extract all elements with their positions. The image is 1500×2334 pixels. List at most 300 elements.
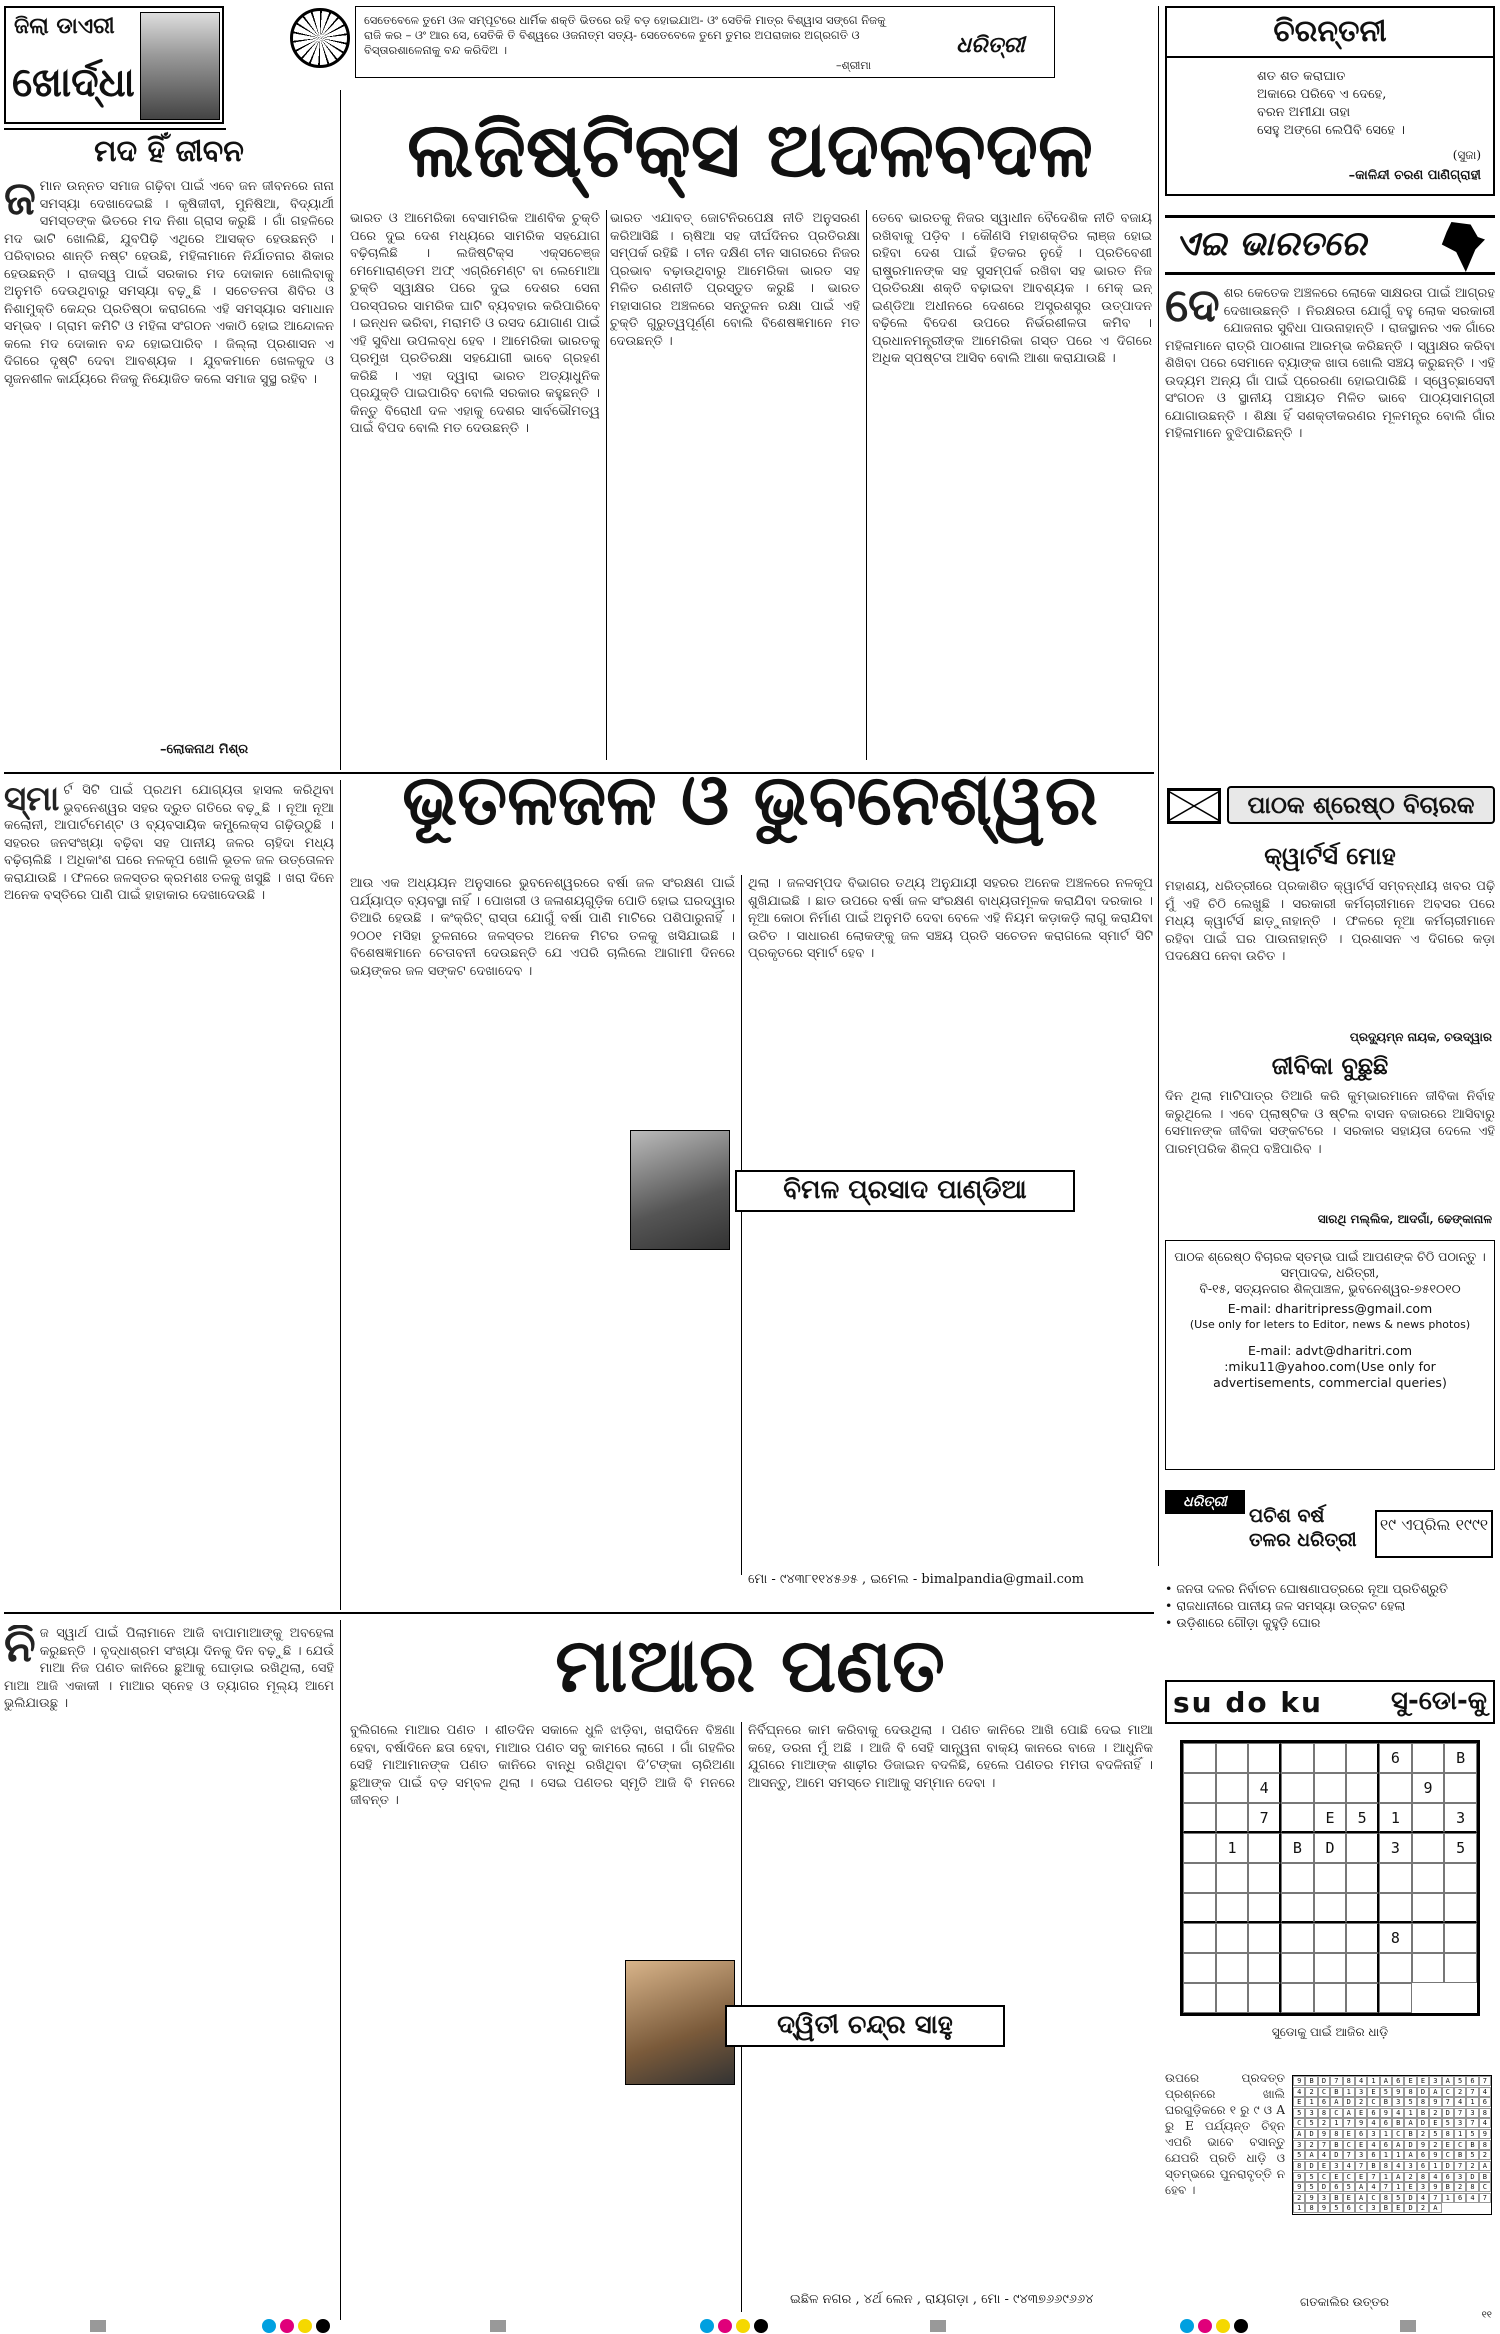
solution-cell: 4: [1367, 2118, 1379, 2128]
bhutala-col3: ଥିଲା । ଜଳସମ୍ପଦ ବିଭାଗର ତଥ୍ୟ ଅନୁଯାୟୀ ସହରର ଅନେକ ଅଞ୍ଚଳରେ ନଳକୂପ ଶୁଖିଯାଇଛି । ଛାତ ଉପରେ ବର୍ଷା ଜଳ ସଂରକ୍ଷଣ ବାଧ୍ୟତାମୂଳକ କରାଯିବା ଦରକାର । ନୂଆ କୋଠା ନିର୍ମାଣ ପାଇଁ ଅନୁମତି ଦେବା ବେଳେ ଏହି ନିୟମ କଡ଼ାକଡ଼ି ଲାଗୁ କରାଯିବା ଉଚିତ । ସାଧାରଣ ଲୋକଙ୍କୁ ଜଳ ସଞ୍ଚୟ ପ୍ରତି ସଚେତନ କରାଗଲେ ସ୍ମାର୍ଟ ସିଟି ପ୍ରକୃତରେ ସ୍ମାର୍ଟ ହେବ ।: [748, 876, 1153, 961]
sudoku-cell: [1216, 1953, 1249, 1983]
solution-cell: 9: [1293, 2182, 1305, 2192]
author-photo-bimal: [630, 1130, 730, 1250]
solution-cell: B: [1367, 2161, 1379, 2171]
solution-cell: 7: [1318, 2140, 1330, 2150]
solution-cell: 7: [1466, 2118, 1478, 2128]
solution-cell: 4: [1454, 2097, 1466, 2107]
solution-cell: 1: [1454, 2129, 1466, 2139]
solution-cell: 6: [1367, 2150, 1379, 2160]
mada-body: ଜ ମାନ ଉନ୍ନତ ସମାଜ ଗଢ଼ିବା ପାଇଁ ଏବେ ଜନ ଜୀବନରେ ନାନା ସମସ୍ୟା ଦେଖାଦେଇଛି । କୃଷିଜୀବୀ, ମୁନିଷିଆ, ବିଦ୍ୟାର୍ଥୀ ସମସ୍ତଙ୍କ ଭିତରେ ମଦ ନିଶା ଗ୍ରାସ କରୁଛି । ଗାଁ ଗହଳିରେ ମଦ ଭାଟି ଖୋଲିଛି, ଯୁବପିଢ଼ି ଏଥିରେ ଆସକ୍ତ ହେଉଛନ୍ତି । ପରିବାରର ଶାନ୍ତି ନଷ୍ଟ ହେଉଛି, ମହିଳାମାନେ ନିର୍ଯାତନାର ଶିକାର ହେଉଛନ୍ତି । ରାଜସ୍ୱ ପାଇଁ ସରକାର ମଦ ଦୋକାନ ଖୋଲିବାକୁ ଅନୁମତି ଦେଉଥିବାରୁ ସମସ୍ୟା ବଢ଼ୁଛି । ସଚେତନତା ଶିବିର ଓ ନିଶାମୁକ୍ତି କେନ୍ଦ୍ର ପ୍ରତିଷ୍ଠା କରାଗଲେ ଏହି ସମସ୍ୟାର ସମାଧାନ ସମ୍ଭବ । ଗ୍ରାମ କମିଟି ଓ ମହିଳା ସଂଗଠନ ଏକାଠି ହୋଇ ଆନ୍ଦୋଳନ କଲେ ମଦ ଦୋକାନ ବନ୍ଦ ହୋଇପାରିବ । ଜିଲ୍ଲା ପ୍ରଶାସନ ଏ ଦିଗରେ ଦୃଷ୍ଟି ଦେବା ଆବଶ୍ୟକ । ଯୁବକମାନେ ଖେଳକୁଦ ଓ ସୃଜନଶୀଳ କାର୍ଯ୍ୟରେ ନିଜକୁ ନିୟୋଜିତ କଲେ ସମାଜ ସୁସ୍ଥ ରହିବ ।: [4, 178, 334, 387]
sudoku-instructions: ଉପରେ ପ୍ରଦତ୍ତ ପ୍ରଶ୍ନରେ ଖାଲି ଘରଗୁଡ଼ିକରେ ୧ ରୁ ୯ ଓ A ରୁ E ପର୍ଯ୍ୟନ୍ତ ଚିହ୍ନ ଏପରି ଭାବେ ବସାନ୍ତୁ ଯେପରି ପ୍ରତି ଧାଡ଼ି ଓ ସ୍ତମ୍ଭରେ ପୁନରାବୃତ୍ତି ନ ହେବ ।: [1165, 2071, 1285, 2197]
sudoku-cell: [1281, 1893, 1314, 1923]
solution-cell: 4: [1479, 2118, 1491, 2128]
sudoku-cell: [1346, 1923, 1379, 1953]
solution-cell: B: [1305, 2076, 1317, 2086]
solution-cell: E: [1343, 2193, 1355, 2203]
solution-cell: B: [1330, 2140, 1342, 2150]
logistics-col1: ଭାରତ ଓ ଆମେରିକା ବେସାମରିକ ଆଣବିକ ଚୁକ୍ତି ପରେ ଦୁଇ ଦେଶ ମଧ୍ୟରେ ସାମରିକ ସହଯୋଗ ବଢ଼ିଚାଲିଛି । ଲଜିଷ୍ଟିକ୍ସ ଏକ୍ସଚେଞ୍ଜ ମେମୋରାଣ୍ଡମ ଅଫ୍ ଏଗ୍ରିମେଣ୍ଟ ବା ଲେମୋଆ ଚୁକ୍ତି ସ୍ୱାକ୍ଷର ପରେ ଦୁଇ ଦେଶର ସେନା ପରସ୍ପରର ସାମରିକ ଘାଟି ବ୍ୟବହାର କରିପାରିବେ । ଇନ୍ଧନ ଭରିବା, ମରାମତି ଓ ରସଦ ଯୋଗାଣ ପାଇଁ ଏହି ସୁବିଧା ଉପଲବ୍ଧ ହେବ । ଆମେରିକା ଭାରତକୁ ପ୍ରମୁଖ ପ୍ରତିରକ୍ଷା ସହଯୋଗୀ ଭାବେ ଗ୍ରହଣ କରିଛି । ଏହା ଦ୍ୱାରା ଭାରତ ଅତ୍ୟାଧୁନିକ ପ୍ରଯୁକ୍ତି ପାଇପାରିବ ବୋଲି ସରକାର କହୁଛନ୍ତି । କିନ୍ତୁ ବିରୋଧୀ ଦଳ ଏହାକୁ ଦେଶର ସାର୍ବଭୌମତ୍ୱ ପାଇଁ ବିପଦ ବୋଲି ମତ ଦେଉଛନ୍ତି ।: [350, 211, 600, 436]
solution-grid: [1292, 2075, 1492, 2215]
letter2-title: ଜୀବିକା ବୁଛୁଛି: [1271, 1052, 1389, 1080]
sudoku-cell: [1412, 1923, 1445, 1953]
solution-cell: 5: [1429, 2129, 1441, 2139]
maara-contact: ଇଛିଳ ନଗର , ୪ର୍ଥ ଲେନ , ରାୟଗଡ଼ା , ମୋ - ୯୪୩୭୬୬୯୬୬୪: [790, 2292, 1094, 2307]
solution-cell: 6: [1330, 2182, 1342, 2192]
sudoku-cell: [1216, 1923, 1249, 1953]
sudoku-cell: 6: [1379, 1743, 1412, 1773]
india-map-icon: [1437, 222, 1485, 272]
solution-cell: A: [1330, 2097, 1342, 2107]
sudoku-cell: [1314, 1923, 1347, 1953]
solution-cell: 5: [1293, 2108, 1305, 2118]
solution-cell: D: [1442, 2108, 1454, 2118]
solution-cell: D: [1318, 2076, 1330, 2086]
solution-cell: 2: [1318, 2118, 1330, 2128]
solution-cell: 7: [1330, 2076, 1342, 2086]
solution-cell: 5: [1293, 2150, 1305, 2160]
solution-cell: 6: [1380, 2140, 1392, 2150]
solution-cell: 8: [1479, 2108, 1491, 2118]
solution-cell: 7: [1454, 2161, 1466, 2171]
solution-cell: E: [1318, 2161, 1330, 2171]
logistics-col3: ତେବେ ଭାରତକୁ ନିଜର ସ୍ୱାଧୀନ ବୈଦେଶିକ ନୀତି ବଜାୟ ରଖିବାକୁ ପଡ଼ିବ । କୌଣସି ମହାଶକ୍ତିର ଲାଞ୍ଜ ହୋଇ ରହିବା ଦେଶ ପାଇଁ ହିତକର ନୁହେଁ । ପ୍ରତିବେଶୀ ରାଷ୍ଟ୍ରମାନଙ୍କ ସହ ସୁସମ୍ପର୍କ ରଖିବା ସହ ଭାରତ ନିଜ ପ୍ରତିରକ୍ଷା ଶକ୍ତି ବଢ଼ାଇବା ଆବଶ୍ୟକ । ମେକ୍ ଇନ୍ ଇଣ୍ଡିଆ ଅଧୀନରେ ଦେଶରେ ଅସ୍ତ୍ରଶସ୍ତ୍ର ଉତ୍ପାଦନ ବଢ଼ିଲେ ବିଦେଶ ଉପରେ ନିର୍ଭରଶୀଳତା କମିବ । ପ୍ରଧାନମନ୍ତ୍ରୀଙ୍କ ଆମେରିକା ଗସ୍ତ ପରେ ଏ ଦିଗରେ ଅଧିକ ସ୍ପଷ୍ଟତା ଆସିବ ବୋଲି ଆଶା କରାଯାଉଛି ।: [872, 211, 1152, 366]
sudoku-cell: [1183, 1983, 1216, 2013]
solution-cell: 7: [1454, 2108, 1466, 2118]
chirantani-note: (ସୁଜା): [1452, 148, 1481, 162]
solution-cell: 4: [1318, 2150, 1330, 2160]
sudoku-cell: [1346, 1773, 1379, 1803]
solution-cell: B: [1380, 2097, 1392, 2107]
sudoku-cell: [1412, 1893, 1445, 1923]
sudoku-cell: [1281, 1803, 1314, 1833]
author-photo-dwiti: [625, 1960, 735, 2085]
solution-cell: 9: [1318, 2203, 1330, 2213]
quote-author: –ଶ୍ରୀମା: [836, 59, 872, 72]
archive-box: [1165, 1490, 1495, 1572]
solution-cell: 1: [1442, 2193, 1454, 2203]
solution-cell: 4: [1343, 2161, 1355, 2171]
solution-cell: 2: [1429, 2140, 1441, 2150]
solution-cell: E: [1330, 2172, 1342, 2182]
wheel-icon: [290, 8, 350, 68]
solution-cell: 4: [1417, 2193, 1429, 2203]
solution-cell: 5: [1466, 2129, 1478, 2139]
solution-cell: 1: [1380, 2129, 1392, 2139]
mada-title: ମଦ ହିଁ ଜୀବନ: [94, 134, 244, 169]
solution-cell: E: [1355, 2140, 1367, 2150]
sudoku-cell: [1281, 1773, 1314, 1803]
solution-cell: B: [1479, 2172, 1491, 2182]
solution-cell: 5: [1466, 2150, 1478, 2160]
solution-cell: 2: [1429, 2108, 1441, 2118]
sudoku-cell: 5: [1346, 1803, 1379, 1833]
bhutala-col2: ଆଉ ଏକ ଅଧ୍ୟୟନ ଅନୁସାରେ ଭୁବନେଶ୍ୱରରେ ବର୍ଷା ଜଳ ସଂରକ୍ଷଣ ପାଇଁ ପର୍ଯ୍ୟାପ୍ତ ବ୍ୟବସ୍ଥା ନାହିଁ । ପୋଖରୀ ଓ ଜଳାଶୟଗୁଡ଼ିକ ପୋତି ହୋଇ ଘରଦ୍ୱାର ତିଆରି ହେଉଛି । କଂକ୍ରିଟ୍ ରାସ୍ତା ଯୋଗୁଁ ବର୍ଷା ପାଣି ମାଟିରେ ପଶିପାରୁନାହିଁ । ୨୦୦୧ ମସିହା ତୁଳନାରେ ଜଳସ୍ତର ଅନେକ ମିଟର ତଳକୁ ଖସିଯାଇଛି । ବିଶେଷଜ୍ଞମାନେ ଚେତାବନୀ ଦେଉଛନ୍ତି ଯେ ଏପରି ଚାଲିଲେ ଆଗାମୀ ଦିନରେ ଭୟଙ୍କର ଜଳ ସଙ୍କଟ ଦେଖାଦେବ ।: [350, 876, 735, 979]
mada-dropcap: ଜ: [4, 178, 36, 225]
solution-cell: E: [1355, 2172, 1367, 2182]
solution-cell: E: [1404, 2182, 1416, 2192]
solution-cell: E: [1355, 2108, 1367, 2118]
ebharata-dropcap: ଦେ: [1165, 285, 1220, 332]
solution-cell: 7: [1355, 2161, 1367, 2171]
sudoku-cell: [1183, 1743, 1216, 1773]
sudoku-cell: [1444, 1893, 1477, 1923]
solution-cell: B: [1330, 2087, 1342, 2097]
solution-cell: 5: [1442, 2118, 1454, 2128]
sudoku-cell: [1444, 1953, 1477, 1983]
solution-cell: 6: [1466, 2076, 1478, 2086]
letter1-body: ମହାଶୟ, ଧରିତ୍ରୀରେ ପ୍ରକାଶିତ କ୍ୱାର୍ଟର୍ସ ସମ୍ବନ୍ଧୀୟ ଖବର ପଢ଼ି ମୁଁ ଏହି ଚିଠି ଲେଖୁଛି । ସରକାରୀ କର୍ମଚାରୀମାନେ ଅବସର ପରେ ମଧ୍ୟ କ୍ୱାର୍ଟର୍ସ ଛାଡ଼ୁନାହାନ୍ତି । ଫଳରେ ନୂଆ କର୍ମଚାରୀମାନେ ରହିବା ପାଇଁ ଘର ପାଉନାହାନ୍ତି । ପ୍ରଶାସନ ଏ ଦିଗରେ କଡ଼ା ପଦକ୍ଷେପ ନେବା ଉଚିତ ।: [1165, 879, 1495, 964]
brand-mark: ଧରିତ୍ରୀ: [956, 33, 1025, 58]
sudoku-title-en: su do ku: [1173, 1686, 1323, 1719]
logistics-title: ଲଜିଷ୍ଟିକ୍ସ ଅଦଳବଦଳ: [407, 105, 1093, 194]
solution-cell: 1: [1392, 2182, 1404, 2192]
solution-cell: C: [1355, 2203, 1367, 2213]
sudoku-grid: [1180, 1740, 1480, 2016]
solution-cell: C: [1454, 2140, 1466, 2150]
solution-cell: 2: [1305, 2140, 1317, 2150]
bhutala-contact: ମୋ - ୯୪୩୮୧୧୪୫୬୫ , ଇମେଲ - bimalpandia@gmail.com: [748, 1572, 1085, 1587]
solution-cell: 1: [1305, 2097, 1317, 2107]
readers-header: [1165, 780, 1495, 830]
solution-cell: C: [1330, 2108, 1342, 2118]
solution-cell: 2: [1479, 2150, 1491, 2160]
solution-cell: 3: [1330, 2161, 1342, 2171]
solution-cell: C: [1392, 2129, 1404, 2139]
archive-label: ପଚିଶ ବର୍ଷ ତଳର ଧରିତ୍ରୀ: [1249, 1505, 1357, 1551]
sudoku-cell: [1183, 1923, 1216, 1953]
solution-cell: E: [1367, 2087, 1379, 2097]
quote-box: [355, 6, 1055, 78]
solution-cell: 9: [1355, 2118, 1367, 2128]
chirantani-box: [1165, 6, 1495, 196]
solution-cell: 4: [1392, 2161, 1404, 2171]
email-editor: E-mail: dharitripress@gmail.com: [1227, 1301, 1433, 1316]
solution-cell: 9: [1380, 2108, 1392, 2118]
solution-cell: D: [1466, 2172, 1478, 2182]
solution-cell: B: [1466, 2140, 1478, 2150]
sudoku-cell: [1248, 1953, 1281, 1983]
sudoku-title-or: ସୁ-ଡୋ-କୁ: [1391, 1686, 1487, 1716]
ebharata-header: [1165, 215, 1495, 275]
solution-cell: B: [1330, 2193, 1342, 2203]
answer-label: ଗତକାଲିର ଉତ୍ତର: [1300, 2295, 1389, 2309]
archive-date: ୧୯ ଏପ୍ରିଲ ୧୯୯୧: [1375, 1510, 1493, 1558]
cyan-dot: [262, 2319, 276, 2333]
solution-cell: 8: [1293, 2161, 1305, 2171]
solution-cell: E: [1404, 2076, 1416, 2086]
district-label: ଜିଲା ଡାଏରୀ: [14, 14, 115, 39]
sudoku-cell: [1216, 1983, 1249, 2013]
sudoku-cell: [1444, 1863, 1477, 1893]
solution-cell: 3: [1454, 2172, 1466, 2182]
sudoku-cell: [1314, 1743, 1347, 1773]
sudoku-cell: [1281, 1863, 1314, 1893]
solution-cell: C: [1318, 2172, 1330, 2182]
solution-cell: A: [1404, 2118, 1416, 2128]
solution-cell: D: [1305, 2129, 1317, 2139]
solution-cell: 8: [1479, 2140, 1491, 2150]
solution-cell: 4: [1429, 2172, 1441, 2182]
sudoku-cell: [1248, 1833, 1281, 1863]
solution-cell: A: [1343, 2108, 1355, 2118]
solution-cell: 5: [1380, 2087, 1392, 2097]
letter2-body: ଦିନ ଥିଲା ମାଟିପାତ୍ର ତିଆରି କରି କୁମ୍ଭାରମାନେ ଜୀବିକା ନିର୍ବାହ କରୁଥିଲେ । ଏବେ ପ୍ଲାଷ୍ଟିକ ଓ ଷ୍ଟିଲ ବାସନ ବଜାରରେ ଆସିବାରୁ ସେମାନଙ୍କ ଜୀବିକା ସଙ୍କଟରେ । ସରକାର ସହାୟତା ଦେଲେ ଏହି ପାରମ୍ପରିକ ଶିଳ୍ପ ବଞ୍ଚିପାରିବ ।: [1165, 1089, 1495, 1157]
solution-cell: 8: [1442, 2129, 1454, 2139]
logistics-col2: ଭାରତ ଏଯାବତ୍ ଜୋଟନିରପେକ୍ଷ ନୀତି ଅନୁସରଣ କରିଆସିଛି । ଋଷିଆ ସହ ଦୀର୍ଘଦିନର ପ୍ରତିରକ୍ଷା ସମ୍ପର୍କ ରହିଛି । ଚୀନ ଦକ୍ଷିଣ ଚୀନ ସାଗରରେ ନିଜର ପ୍ରଭାବ ବଢ଼ାଉଥିବାରୁ ଆମେରିକା ଭାରତ ସହ ମିଳିତ ରଣନୀତି ପ୍ରସ୍ତୁତ କରୁଛି । ଭାରତ ମହାସାଗର ଅଞ୍ଚଳରେ ସନ୍ତୁଳନ ରକ୍ଷା ପାଇଁ ଏହି ଚୁକ୍ତି ଗୁରୁତ୍ୱପୂର୍ଣ୍ଣ ବୋଲି ବିଶେଷଜ୍ଞମାନେ ମତ ଦେଉଛନ୍ତି ।: [610, 211, 860, 349]
sudoku-cell: [1183, 1893, 1216, 1923]
solution-cell: 8: [1343, 2076, 1355, 2086]
solution-cell: 1: [1466, 2097, 1478, 2107]
sudoku-cell: [1346, 1863, 1379, 1893]
solution-cell: D: [1417, 2118, 1429, 2128]
sudoku-cell: [1183, 1833, 1216, 1863]
solution-cell: 4: [1392, 2108, 1404, 2118]
chirantani-author: –କାଳିନ୍ଦୀ ଚରଣ ପାଣିଗ୍ରାହୀ: [1348, 168, 1481, 183]
sudoku-cell: [1444, 1923, 1477, 1953]
solution-cell: 4: [1367, 2182, 1379, 2192]
solution-cell: C: [1479, 2182, 1491, 2192]
solution-cell: C: [1343, 2140, 1355, 2150]
solution-cell: A: [1355, 2193, 1367, 2203]
solution-cell: 5: [1454, 2076, 1466, 2086]
solution-cell: 4: [1367, 2140, 1379, 2150]
footer-marks: [0, 2318, 1500, 2334]
sudoku-cell: [1248, 1743, 1281, 1773]
solution-cell: D: [1330, 2150, 1342, 2160]
solution-cell: 5: [1392, 2193, 1404, 2203]
maara-col3: ନିର୍ବିଘ୍ନରେ କାମ କରିବାକୁ ଦେଉଥିଲା । ପଣତ କାନିରେ ଆଖି ପୋଛି ଦେଇ ମାଆ କହେ, ଡରନା ମୁଁ ଅଛି । ଆଜି ବି ସେହି ସାନ୍ତ୍ୱନା ବାକ୍ୟ କାନରେ ବାଜେ । ଆଧୁନିକ ଯୁଗରେ ମାଆଙ୍କ ଶାଢ଼ୀର ଡିଜାଇନ ବଦଳିଛି, ହେଲେ ପଣତର ମମତା ବଦଳିନାହିଁ । ଆସନ୍ତୁ, ଆମେ ସମସ୍ତେ ମାଆକୁ ସମ୍ମାନ ଦେବା ।: [748, 1723, 1153, 1791]
ebharata-body: ଦେ ଶର କେତେକ ଅଞ୍ଚଳରେ ଲୋକେ ସାକ୍ଷରତା ପାଇଁ ଆଗ୍ରହ ଦେଖାଉଛନ୍ତି । ନିରକ୍ଷରତା ଯୋଗୁଁ ବହୁ ଲୋକ ସରକାରୀ ଯୋଜନାର ସୁବିଧା ପାଉନାହାନ୍ତି । ରାଜସ୍ଥାନର ଏକ ଗାଁରେ ମହିଳାମାନେ ରାତ୍ରି ପାଠଶାଳା ଆରମ୍ଭ କରିଛନ୍ତି । ସ୍ୱାକ୍ଷର କରିବା ଶିଖିବା ପରେ ସେମାନେ ବ୍ୟାଙ୍କ ଖାତା ଖୋଲି ସଞ୍ଚୟ କରୁଛନ୍ତି । ଏହି ଉଦ୍ୟମ ଅନ୍ୟ ଗାଁ ପାଇଁ ପ୍ରେରଣା ହୋଇପାରିଛି । ସ୍ୱେଚ୍ଛାସେବୀ ସଂଗଠନ ଓ ସ୍ଥାନୀୟ ପଞ୍ଚାୟତ ମିଳିତ ଭାବେ ପାଠ୍ୟସାମଗ୍ରୀ ଯୋଗାଉଛନ୍ତି । ଶିକ୍ଷା ହିଁ ସଶକ୍ତୀକରଣର ମୂଳମନ୍ତ୍ର ବୋଲି ଗାଁର ମହିଳାମାନେ ବୁଝିପାରିଛନ୍ତି ।: [1165, 285, 1495, 441]
solution-cell: 8: [1417, 2172, 1429, 2182]
email-commercial: :miku11@yahoo.com(Use only for: [1224, 1359, 1436, 1374]
sudoku-cell: 4: [1248, 1773, 1281, 1803]
solution-cell: 8: [1466, 2182, 1478, 2192]
solution-cell: 2: [1454, 2087, 1466, 2097]
maara-dropcap: ନି: [4, 1625, 36, 1672]
solution-cell: E: [1343, 2129, 1355, 2139]
solution-cell: A: [1392, 2172, 1404, 2182]
sudoku-cell: [1346, 1893, 1379, 1923]
sudoku-cell: [1412, 1953, 1445, 1983]
solution-cell: C: [1318, 2087, 1330, 2097]
solution-cell: 2: [1293, 2193, 1305, 2203]
solution-cell: 5: [1404, 2097, 1416, 2107]
solution-cell: C: [1367, 2193, 1379, 2203]
solution-cell: 9: [1305, 2193, 1317, 2203]
sudoku-cell: [1216, 1773, 1249, 1803]
solution-cell: A: [1429, 2203, 1441, 2213]
solution-cell: D: [1343, 2097, 1355, 2107]
sudoku-cell: [1346, 1833, 1379, 1863]
solution-cell: A: [1305, 2150, 1317, 2160]
sudoku-cell: [1412, 1803, 1445, 1833]
solution-cell: 7: [1343, 2118, 1355, 2128]
solution-cell: 4: [1355, 2076, 1367, 2086]
sudoku-cell: [1216, 1893, 1249, 1923]
solution-cell: A: [1404, 2150, 1416, 2160]
solution-cell: E: [1429, 2118, 1441, 2128]
solution-cell: 7: [1442, 2097, 1454, 2107]
black-dot: [316, 2319, 330, 2333]
sudoku-caption: ସୁଡୋକୁ ପାଇଁ ଆଜିର ଧାଡ଼ି: [1271, 2025, 1389, 2039]
solution-cell: C: [1442, 2150, 1454, 2160]
sudoku-cell: [1314, 1863, 1347, 1893]
solution-cell: 3: [1454, 2118, 1466, 2128]
email-advt: E-mail: advt@dharitri.com: [1247, 1343, 1413, 1358]
solution-cell: 9: [1392, 2087, 1404, 2097]
solution-cell: 9: [1293, 2172, 1305, 2182]
sudoku-cell: [1346, 1983, 1379, 2013]
archive-items: • ଜନତା ଦଳର ନିର୍ବାଚନ ଘୋଷଣାପତ୍ରରେ ନୂଆ ପ୍ରତିଶ୍ରୁତି • ରାଜଧାନୀରେ ପାନୀୟ ଜଳ ସମସ୍ୟା ଉତ୍କଟ ହେଲା • ଉଡ଼ିଶାରେ ଗୌଡ଼ା କୁହୁଡ଼ି ଘୋର: [1165, 1581, 1448, 1630]
solution-cell: 3: [1355, 2150, 1367, 2160]
solution-cell: 7: [1380, 2182, 1392, 2192]
solution-cell: 6: [1479, 2097, 1491, 2107]
solution-cell: 1: [1429, 2161, 1441, 2171]
solution-cell: A: [1479, 2161, 1491, 2171]
sudoku-cell: [1412, 1863, 1445, 1893]
maara-title: ମାଆର ପଣତ: [555, 1623, 945, 1709]
sudoku-cell: [1216, 1803, 1249, 1833]
solution-cell: B: [1404, 2129, 1416, 2139]
solution-cell: 5: [1330, 2203, 1342, 2213]
solution-cell: 2: [1355, 2097, 1367, 2107]
solution-cell: 3: [1293, 2140, 1305, 2150]
solution-cell: 2: [1454, 2182, 1466, 2192]
district-box: [4, 6, 224, 124]
solution-cell: 6: [1392, 2076, 1404, 2086]
sudoku-cell: [1314, 1953, 1347, 1983]
solution-cell: 5: [1305, 2118, 1317, 2128]
solution-cell: 5: [1305, 2182, 1317, 2192]
solution-cell: B: [1442, 2182, 1454, 2192]
bhutala-title: ଭୂତଳଜଳ ଓ ଭୁବନେଶ୍ୱର: [402, 759, 1098, 841]
sudoku-cell: [1379, 1983, 1412, 2013]
letter1-title: କ୍ୱାର୍ଟର୍ସ ମୋହ: [1264, 842, 1396, 870]
solution-cell: C: [1442, 2087, 1454, 2097]
solution-cell: 2: [1466, 2161, 1478, 2171]
solution-cell: 8: [1380, 2193, 1392, 2203]
solution-cell: B: [1417, 2108, 1429, 2118]
solution-cell: 7: [1479, 2076, 1491, 2086]
solution-cell: 3: [1367, 2203, 1379, 2213]
sudoku-cell: [1314, 1773, 1347, 1803]
sudoku-cell: [1248, 1893, 1281, 1923]
sudoku-cell: 1: [1216, 1833, 1249, 1863]
solution-cell: 3: [1355, 2087, 1367, 2097]
sudoku-cell: [1281, 1923, 1314, 1953]
solution-cell: 1: [1330, 2118, 1342, 2128]
sudoku-cell: [1444, 1773, 1477, 1803]
archive-brand: ଧରିତ୍ରୀ: [1165, 1490, 1245, 1514]
solution-cell: 9: [1318, 2129, 1330, 2139]
solution-cell: 6: [1343, 2203, 1355, 2213]
solution-cell: C: [1343, 2172, 1355, 2182]
solution-cell: 1: [1293, 2203, 1305, 2213]
solution-cell: 2: [1417, 2203, 1429, 2213]
bhutala-lead: ସ୍ମା ର୍ଟ ସିଟି ପାଇଁ ପ୍ରଥମ ଯୋଗ୍ୟତା ହାସଲ କରିଥିବା ଭୁବନେଶ୍ୱର ସହର ଦ୍ରୁତ ଗତିରେ ବଢ଼ୁଛି । ନୂଆ ନୂଆ କଲୋନୀ, ଆପାର୍ଟମେଣ୍ଟ ଓ ବ୍ୟବସାୟିକ କମ୍ପ୍ଲେକ୍ସ ଗଢ଼ିଉଠୁଛି । ସହରର ଜନସଂଖ୍ୟା ବଢ଼ିବା ସହ ପାନୀୟ ଜଳର ଚାହିଦା ମଧ୍ୟ ବଢ଼ିଚାଲିଛି । ଅଧିକାଂଶ ଘରେ ନଳକୂପ ଖୋଳି ଭୂତଳ ଜଳ ଉତ୍ତୋଳନ କରାଯାଉଛି । ଫଳରେ ଜଳସ୍ତର କ୍ରମଶଃ ତଳକୁ ଖସୁଛି । ଖରା ଦିନେ ଅନେକ ବସ୍ତିରେ ପାଣି ପାଇଁ ହାହାକାର ଦେଖାଦେଉଛି ।: [4, 782, 334, 903]
solution-cell: 6: [1367, 2108, 1379, 2118]
solution-cell: 7: [1367, 2172, 1379, 2182]
solution-cell: 9: [1429, 2150, 1441, 2160]
letter1-sign: ପ୍ରଦ୍ୟୁମ୍ନ ନାୟକ, ଚଉଦ୍ୱାର: [1349, 1030, 1492, 1044]
solution-cell: 6: [1454, 2193, 1466, 2203]
sudoku-cell: [1314, 1893, 1347, 1923]
sudoku-cell: [1281, 1953, 1314, 1983]
sudoku-cell: 8: [1379, 1923, 1412, 1953]
sudoku-cell: [1379, 1773, 1412, 1803]
letter2-sign: ସାରଥି ମଲ୍ଲିକ, ଆଦଗାଁ, ଢେଙ୍କାନାଳ: [1317, 1212, 1492, 1226]
sudoku-cell: 7: [1248, 1803, 1281, 1833]
solution-cell: 3: [1417, 2182, 1429, 2192]
solution-cell: 3: [1367, 2129, 1379, 2139]
solution-cell: 6: [1380, 2118, 1392, 2128]
sudoku-cell: [1379, 1893, 1412, 1923]
solution-cell: 9: [1293, 2076, 1305, 2086]
maara-lead: ନି ଜ ସ୍ୱାର୍ଥ ପାଇଁ ପିଲାମାନେ ଆଜି ବାପାମାଆଙ୍କୁ ଅବହେଳା କରୁଛନ୍ତି । ବୃଦ୍ଧାଶ୍ରମ ସଂଖ୍ୟା ଦିନକୁ ଦିନ ବଢ଼ୁଛି । ଯେଉଁ ମାଆ ନିଜ ପଣତ କାନିରେ ଛୁଆକୁ ଘୋଡ଼ାଇ ରଖିଥିଲା, ସେହି ମାଆ ଆଜି ଏକାକୀ । ମାଆର ସ୍ନେହ ଓ ତ୍ୟାଗର ମୂଲ୍ୟ ଆମେ ଭୁଲିଯାଉଛୁ ।: [4, 1625, 334, 1711]
sudoku-cell: [1248, 1863, 1281, 1893]
solution-cell: A: [1380, 2076, 1392, 2086]
solution-cell: 3: [1429, 2076, 1441, 2086]
solution-cell: 1: [1343, 2087, 1355, 2097]
solution-cell: 2: [1305, 2087, 1317, 2097]
solution-cell: 1: [1367, 2076, 1379, 2086]
solution-cell: 3: [1404, 2161, 1416, 2171]
sudoku-cell: B: [1444, 1743, 1477, 1773]
solution-cell: A: [1392, 2140, 1404, 2150]
solution-cell: C: [1293, 2118, 1305, 2128]
sudoku-cell: [1216, 1863, 1249, 1893]
solution-cell: B: [1454, 2150, 1466, 2160]
solution-cell: A: [1293, 2129, 1305, 2139]
solution-cell: B: [1380, 2203, 1392, 2213]
maara-col2: ବୁଲିଗଲେ ମାଆର ପଣତ । ଶୀତଦିନ ସକାଳେ ଧୁଳି ଝାଡ଼ିବା, ଖରାଦିନେ ବିଞ୍ଚଣା ହେବା, ବର୍ଷାଦିନେ ଛତା ହେବା, ମାଆର ପଣତ ସବୁ କାମରେ ଲାଗେ । ଗାଁ ଗହଳିର ସେହି ମାଆମାନଙ୍କ ପଣତ କାନିରେ ବାନ୍ଧି ରଖିଥିବା ଦି’ଟଙ୍କା ଚାରିଅଣା ଛୁଆଙ୍କ ପାଇଁ ବଡ଼ ସମ୍ବଳ ଥିଲା । ସେଇ ପଣତର ସ୍ମୃତି ଆଜି ବି ମନରେ ଜୀବନ୍ତ ।: [350, 1723, 735, 1808]
sudoku-cell: [1216, 1743, 1249, 1773]
district-name: ଖୋର୍ଦ୍ଧା: [12, 60, 135, 106]
quote-text: ସେତେବେଳେ ତୁମେ ଓଳ ସମ୍ପୂଟରେ ଧାର୍ମିକ ଶକ୍ତି ଭିତରେ ରହି ବଡ଼ ହୋଇଯାଅ- ଓଂ ସେତିକି ମାତ୍ର ବିଶ୍ୱାସ ସଙ୍ଗେ ନିଜକୁ ରାଜି କର – ଓଂ ଆର ସେ, ସେତିକି ତି ବିଶ୍ୱରେ ଓଜନାତ୍ମ ସତ୍ୟ- ସେତେବେଳେ ତୁମେ ତୁମର ଅପରାଜାର ଅଗ୍ରଗତି ଓ ବିସ୍ତାରଶାଳେନାକୁ ବନ୍ଦ କରିଦିଅ ।: [364, 13, 886, 57]
sudoku-cell: 3: [1444, 1803, 1477, 1833]
solution-cell: 6: [1355, 2129, 1367, 2139]
solution-cell: 8: [1318, 2108, 1330, 2118]
sudoku-cell: D: [1314, 1833, 1347, 1863]
solution-cell: 6: [1417, 2150, 1429, 2160]
sudoku-cell: [1183, 1863, 1216, 1893]
bhutala-byline: ବିମଳ ପ୍ରସାଦ ପାଣ୍ଡିଆ: [735, 1170, 1075, 1212]
solution-cell: D: [1417, 2087, 1429, 2097]
solution-cell: 5: [1343, 2182, 1355, 2192]
solution-cell: D: [1404, 2140, 1416, 2150]
solution-cell: E: [1392, 2203, 1404, 2213]
sudoku-header: [1165, 1680, 1495, 1724]
solution-cell: 2: [1404, 2172, 1416, 2182]
solution-cell: 6: [1318, 2097, 1330, 2107]
solution-cell: D: [1442, 2161, 1454, 2171]
solution-cell: 2: [1417, 2129, 1429, 2139]
sudoku-cell: [1183, 1953, 1216, 1983]
sudoku-cell: [1379, 1953, 1412, 1983]
solution-cell: 7: [1343, 2150, 1355, 2160]
maara-byline: ଦ୍ୱିତୀ ଚନ୍ଦ୍ର ସାହୁ: [725, 2005, 1005, 2047]
solution-cell: B: [1392, 2118, 1404, 2128]
sudoku-cell: [1183, 1803, 1216, 1833]
sudoku-cell: [1281, 1743, 1314, 1773]
solution-cell: D: [1404, 2193, 1416, 2203]
sudoku-cell: [1248, 1983, 1281, 2013]
solution-cell: 9: [1429, 2097, 1441, 2107]
solution-cell: A: [1429, 2087, 1441, 2097]
sudoku-cell: [1412, 1833, 1445, 1863]
solution-cell: D: [1318, 2182, 1330, 2192]
solution-cell: 4: [1466, 2193, 1478, 2203]
